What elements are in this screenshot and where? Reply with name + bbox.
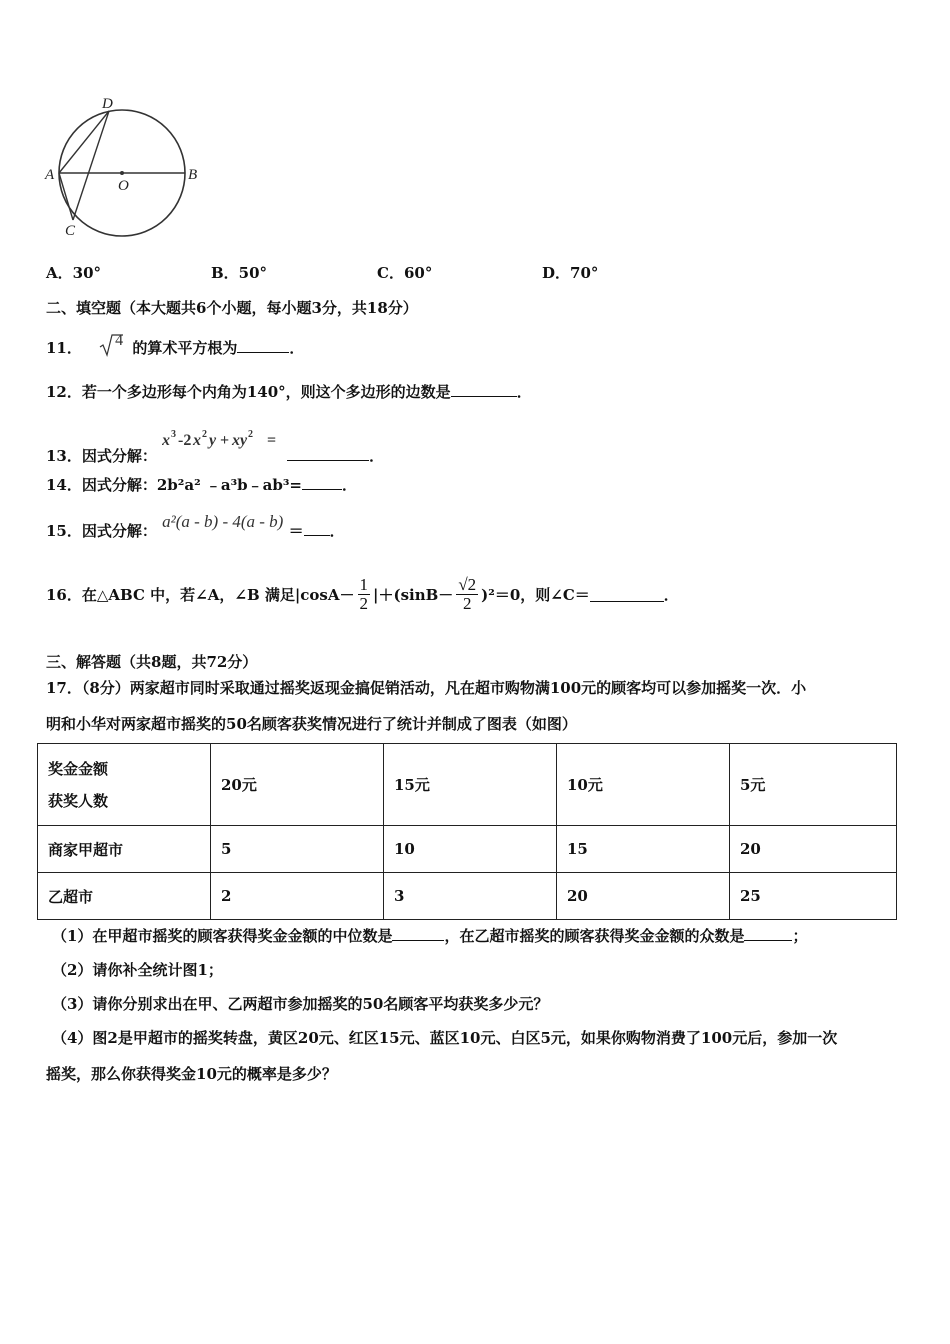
subquestion-4-line1: （4）图2是甲超市的摇奖转盘，黄区20元、红区15元、蓝区10元、白区5元，如果你购物消费了100元后，参加一次 — [52, 1029, 838, 1047]
table-cell: 25 — [730, 873, 897, 920]
q16-part3: )²＝0，则∠C＝ — [481, 585, 590, 604]
table-cell: 10 — [384, 826, 557, 873]
svg-text:2: 2 — [202, 429, 208, 440]
label-c: C — [65, 223, 76, 239]
svg-text:+: + — [220, 432, 230, 449]
q12-text: 12．若一个多边形每个内角为140°，则这个多边形的边数是 — [46, 383, 451, 401]
table-row — [38, 873, 897, 920]
column-header: 10元 — [557, 744, 730, 826]
table-cell: 20 — [730, 826, 897, 873]
row-label: 商家甲超市 — [38, 826, 211, 873]
q14-text: 14．因式分解：2b²a² ﹣a³b﹣ab³= — [46, 476, 303, 494]
question-11 — [46, 333, 304, 358]
subquestion-2: （2）请你补全统计图1； — [52, 961, 223, 979]
table-corner-cell — [38, 744, 211, 826]
row-label: 乙超市 — [38, 873, 211, 920]
table-cell: 2 — [211, 873, 384, 920]
question-12 — [46, 381, 532, 402]
sub1-part-a: （1）在甲超市摇奖的顾客获得奖金金额的中位数是 — [52, 927, 393, 945]
q13-answer-blank[interactable] — [287, 459, 369, 461]
q15-answer-blank[interactable] — [304, 534, 330, 536]
question-15 — [46, 512, 345, 541]
table-cell: 15 — [557, 826, 730, 873]
q15-end: ． — [329, 522, 345, 540]
option-b: B．50° — [211, 264, 268, 282]
circle-figure — [40, 95, 210, 245]
option-d: D．70° — [542, 264, 599, 282]
svg-text:x: x — [193, 432, 202, 449]
q16-fraction-2 — [456, 576, 478, 613]
svg-text:2: 2 — [248, 429, 254, 440]
section-2-title: 二、填空题（本大题共6个小题，每小题3分，共18分） — [46, 299, 418, 317]
q12-answer-blank[interactable] — [451, 395, 517, 397]
question-17-line2: 明和小华对两家超市摇奖的50名顾客获奖情况进行了统计并制成了图表（如图） — [46, 715, 577, 733]
q11-number: 11． — [46, 339, 82, 357]
q16-part2: |＋(sinB－ — [373, 585, 454, 604]
svg-text:y: y — [209, 432, 217, 449]
option-c: C．60° — [377, 264, 433, 282]
table-cell: 3 — [384, 873, 557, 920]
svg-text:=: = — [267, 432, 277, 449]
option-a: A．30° — [46, 264, 102, 282]
q16-frac1-num: 1 — [359, 574, 369, 594]
q14-answer-blank[interactable] — [302, 488, 342, 490]
q16-answer-blank[interactable] — [590, 600, 664, 602]
label-b: B — [188, 167, 198, 183]
svg-text:3: 3 — [171, 429, 177, 440]
q11-radicand: 4 — [115, 332, 124, 349]
table-row — [38, 826, 897, 873]
sub1-part-c: ； — [792, 927, 808, 945]
question-13 — [46, 427, 384, 466]
sub1-blank-a[interactable] — [392, 939, 444, 941]
q16-frac2-den: 2 — [462, 593, 472, 613]
question-16 — [46, 572, 679, 616]
subquestion-3: （3）请你分别求出在甲、乙两超市参加摇奖的50名顾客平均获奖多少元？ — [52, 995, 549, 1013]
sub1-blank-b[interactable] — [744, 939, 792, 941]
award-table — [37, 743, 897, 920]
center-point — [120, 171, 124, 175]
sub1-part-b: ，在乙超市摇奖的顾客获得奖金金额的众数是 — [444, 927, 745, 945]
label-o: O — [118, 178, 129, 194]
column-header: 5元 — [730, 744, 897, 826]
q16-end: ． — [663, 585, 679, 604]
question-14 — [46, 474, 357, 495]
q15-equals: ＝ — [288, 522, 304, 540]
q16-frac2-num: √2 — [458, 574, 477, 594]
q16-fraction-1 — [358, 576, 371, 613]
label-d: D — [102, 96, 113, 112]
svg-text:x: x — [162, 432, 171, 449]
header-bottom-label: 获奖人数 — [48, 791, 109, 810]
column-header: 15元 — [384, 744, 557, 826]
q12-end: ． — [516, 383, 532, 401]
q13-prefix: 13．因式分解： — [46, 447, 157, 465]
q13-end: ． — [369, 447, 385, 465]
svg-text:-2: -2 — [178, 432, 192, 449]
q16-frac1-den: 2 — [359, 593, 369, 613]
q13-expression — [162, 427, 287, 453]
q16-part1: 16．在△ABC 中，若∠A，∠B 满足|cosA－ — [46, 585, 355, 604]
q11-text: 的算术平方根为 — [132, 339, 238, 357]
table-cell: 5 — [211, 826, 384, 873]
header-top-label: 奖金金额 — [48, 759, 109, 778]
question-17-line1: 17．（8分）两家超市同时采取通过摇奖返现金搞促销活动，凡在超市购物满100元的顾客均可以参加摇奖一次．小 — [46, 679, 807, 697]
column-header: 20元 — [211, 744, 384, 826]
svg-text:xy: xy — [232, 432, 248, 449]
label-a: A — [45, 167, 55, 183]
chord-ac — [59, 173, 73, 220]
section-3-title: 三、解答题（共8题，共72分） — [46, 653, 258, 671]
table-header-row — [38, 744, 897, 826]
q15-expression: a²(a - b) - 4(a - b) — [162, 512, 284, 531]
q15-prefix: 15．因式分解： — [46, 522, 157, 540]
subquestion-4-line2: 摇奖，那么你获得奖金10元的概率是多少？ — [46, 1065, 337, 1083]
q14-end: ． — [342, 476, 358, 494]
table-cell: 20 — [557, 873, 730, 920]
q11-answer-blank[interactable] — [237, 351, 289, 353]
q11-end: ． — [289, 339, 305, 357]
subquestion-1 — [52, 925, 807, 946]
